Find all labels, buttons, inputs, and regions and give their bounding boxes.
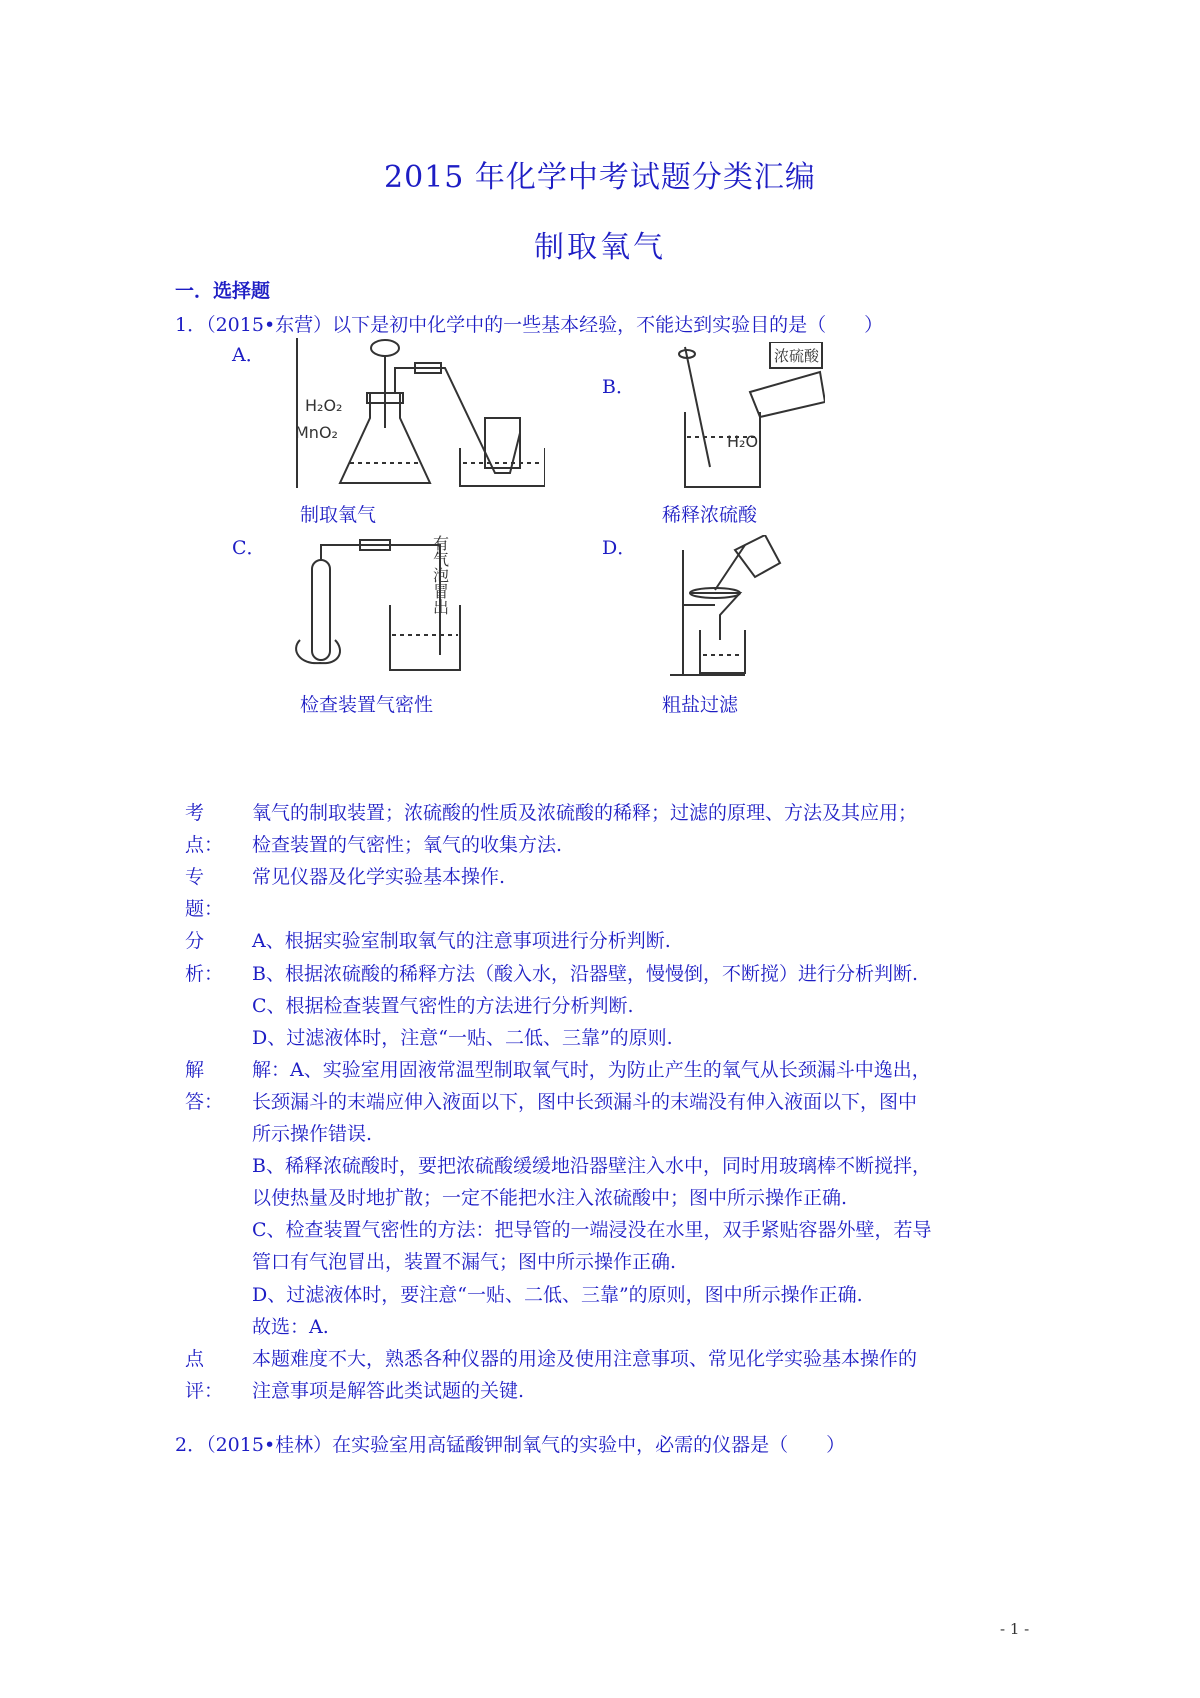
dilute-sulfuric-acid-figure bbox=[665, 342, 825, 492]
analysis-row bbox=[0, 1151, 1200, 1183]
analysis-text: 注意事项是解答此类试题的关键. bbox=[252, 1379, 525, 1402]
analysis-row bbox=[0, 798, 1200, 830]
document-subtitle: 制取氧气 bbox=[534, 230, 666, 265]
analysis-text: C、检查装置气密性的方法：把导管的一端浸没在水里，双手紧贴容器外壁，若导 bbox=[252, 1219, 932, 1242]
analysis-row bbox=[0, 1183, 1200, 1215]
analysis-text: B、稀释浓硫酸时，要把浓硫酸缓缓地沿器壁注入水中，同时用玻璃棒不断搅拌， bbox=[252, 1155, 931, 1178]
analysis-key: 点 bbox=[185, 1347, 205, 1370]
airtightness-check-figure bbox=[290, 535, 480, 675]
question-1-stem: 1．（2015•东营）以下是初中化学中的一些基本经验，不能达到实验目的是（ ） bbox=[175, 314, 884, 336]
analysis-key: 专 bbox=[185, 866, 205, 889]
filtration-figure bbox=[665, 535, 785, 680]
analysis-text: 所示操作错误. bbox=[252, 1123, 373, 1145]
label-h2o: H₂O bbox=[727, 432, 759, 451]
analysis-text: A、根据实验室制取氧气的注意事项进行分析判断. bbox=[252, 930, 671, 953]
label-conc-acid: 浓硫酸 bbox=[774, 347, 820, 365]
question-2-stem: 2．（2015•桂林）在实验室用高锰酸钾制氧气的实验中，必需的仪器是（ ） bbox=[175, 1434, 846, 1456]
analysis-row bbox=[0, 1344, 1200, 1376]
option-c-caption: 检查装置气密性 bbox=[300, 694, 434, 716]
analysis-key: 考 bbox=[185, 802, 205, 824]
oxygen-generation-apparatus-figure bbox=[295, 338, 545, 498]
analysis-text: 本题难度不大，熟悉各种仪器的用途及使用注意事项、常见化学实验基本操作的 bbox=[252, 1347, 918, 1370]
analysis-key: 解 bbox=[185, 1058, 205, 1081]
analysis-key: 评： bbox=[185, 1379, 224, 1402]
analysis-text: 常见仪器及化学实验基本操作. bbox=[252, 866, 506, 889]
option-a-caption: 制取氧气 bbox=[300, 504, 377, 526]
option-b-caption: 稀释浓硫酸 bbox=[662, 504, 758, 526]
analysis-row bbox=[0, 1376, 1200, 1408]
analysis-text: 故选：A. bbox=[252, 1315, 329, 1338]
document-title: 2015 年化学中考试题分类汇编 bbox=[384, 160, 816, 195]
analysis-text: 氧气的制取装置；浓硫酸的性质及浓硫酸的稀释；过滤的原理、方法及其应用； bbox=[252, 802, 918, 824]
page-number: - 1 - bbox=[1000, 1620, 1030, 1638]
analysis-key: 答： bbox=[185, 1090, 224, 1113]
analysis-row bbox=[0, 830, 1200, 862]
analysis-text: 检查装置的气密性；氧气的收集方法. bbox=[252, 834, 563, 857]
analysis-key: 析： bbox=[185, 962, 224, 985]
label-mno2: MnO₂ bbox=[295, 423, 338, 442]
analysis-row bbox=[0, 894, 1200, 926]
analysis-row bbox=[0, 1312, 1200, 1344]
analysis-text: D、过滤液体时，要注意“一贴、二低、三靠”的原则，图中所示操作正确. bbox=[252, 1283, 863, 1306]
analysis-row bbox=[0, 926, 1200, 958]
analysis-key: 点： bbox=[185, 834, 224, 857]
option-c-letter: C． bbox=[232, 537, 266, 559]
analysis-text: 管口有气泡冒出，装置不漏气；图中所示操作正确. bbox=[252, 1251, 677, 1274]
analysis-text: C、根据检查装置气密性的方法进行分析判断. bbox=[252, 994, 634, 1017]
analysis-text: 以使热量及时地扩散；一定不能把水注入浓硫酸中；图中所示操作正确. bbox=[252, 1187, 848, 1210]
analysis-key: 分 bbox=[185, 930, 205, 953]
analysis-text: 长颈漏斗的末端应伸入液面以下，图中长颈漏斗的末端没有伸入液面以下，图中 bbox=[252, 1090, 918, 1113]
analysis-row bbox=[0, 1055, 1200, 1087]
option-d-caption: 粗盐过滤 bbox=[662, 694, 739, 716]
label-h2o2: H₂O₂ bbox=[305, 396, 343, 415]
option-d-letter: D． bbox=[602, 537, 637, 559]
analysis-text: B、根据浓硫酸的稀释方法（酸入水，沿器壁，慢慢倒，不断搅）进行分析判断. bbox=[252, 962, 919, 985]
analysis-key: 题： bbox=[185, 898, 224, 921]
analysis-row bbox=[0, 1119, 1200, 1151]
analysis-row bbox=[0, 1215, 1200, 1247]
analysis-row bbox=[0, 1280, 1200, 1312]
analysis-row bbox=[0, 862, 1200, 894]
label-bubbles: 有气泡冒出 bbox=[430, 535, 450, 615]
analysis-text: D、过滤液体时，注意“一贴、二低、三靠”的原则. bbox=[252, 1026, 673, 1049]
analysis-text: 解：A、实验室用固液常温型制取氧气时，为防止产生的氧气从长颈漏斗中逸出， bbox=[252, 1058, 931, 1081]
analysis-row bbox=[0, 1087, 1200, 1119]
analysis-row bbox=[0, 1023, 1200, 1055]
analysis-row bbox=[0, 991, 1200, 1023]
analysis-row bbox=[0, 959, 1200, 991]
analysis-row bbox=[0, 1247, 1200, 1279]
section-heading: 一．选择题 bbox=[175, 280, 271, 302]
option-b-letter: B． bbox=[602, 376, 635, 398]
option-a-letter: A． bbox=[232, 344, 265, 366]
